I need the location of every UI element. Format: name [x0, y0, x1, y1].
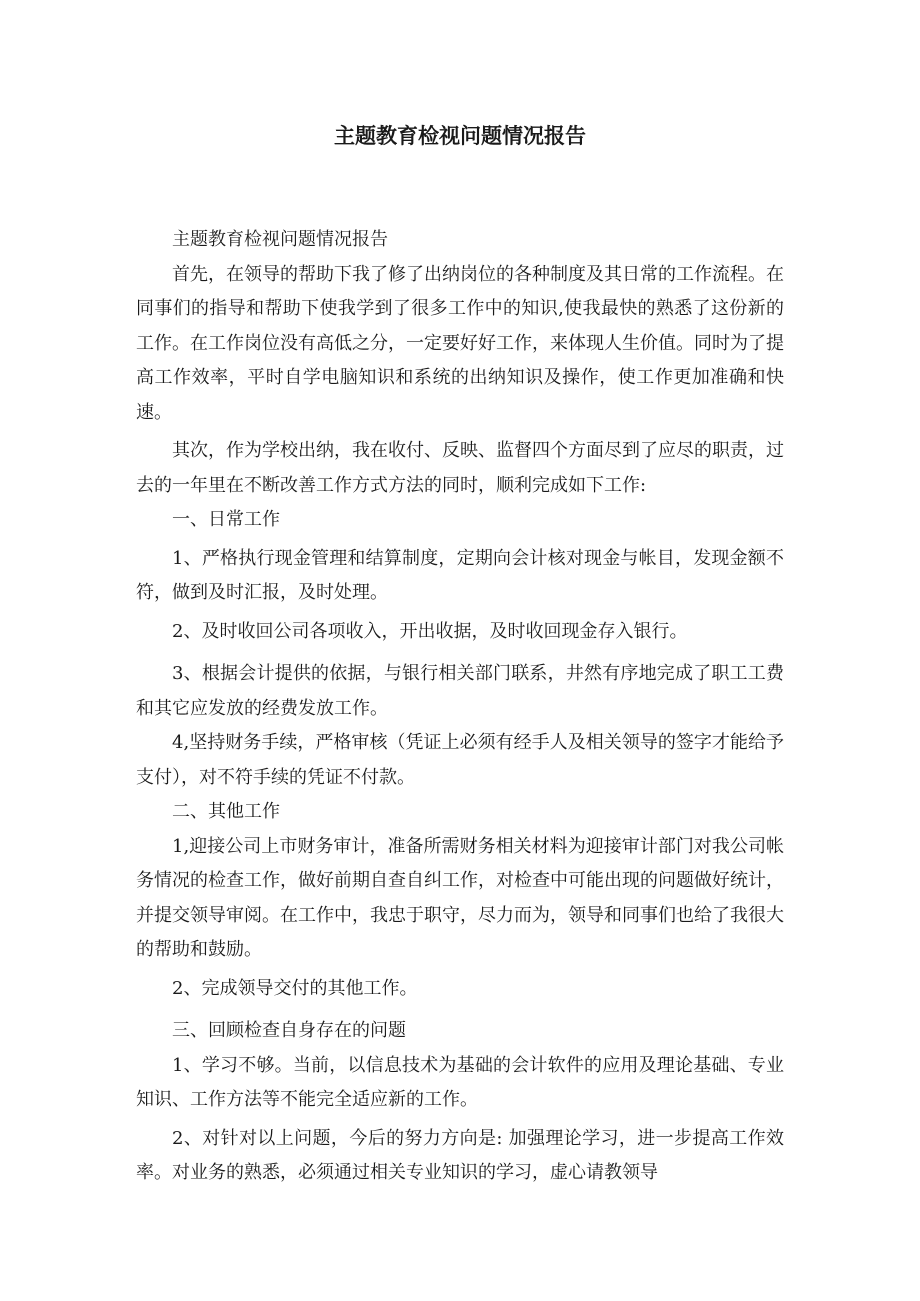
section-heading-problems: 三、回顾检查自身存在的问题	[172, 1020, 406, 1041]
document-title: 主题教育检视问题情况报告	[334, 124, 586, 148]
paragraph-second: 其次，作为学校出纳，我在收付、反映、监督四个方面尽到了应尽的职责，过去的一年里在不断改善工作方式方法的同时，顺利完成如下工作:	[136, 440, 784, 496]
section-heading-daily-work: 一、日常工作	[172, 509, 280, 530]
paragraph-intro: 首先，在领导的帮助下我了修了出纳岗位的各种制度及其日常的工作流程。在同事们的指导和帮助下使我学到了很多工作中的知识,使我最快的熟悉了这份新的工作。在工作岗位没有高低之分，一定要好好工作，来体现人生价值。同时为了提高工作效率，平时自学电脑知识和系统的出纳知识及操作，使工作更加准确和快速。	[136, 263, 784, 423]
list-item-daily-3: 3、根据会计提供的依据，与银行相关部门联系，井然有序地完成了职工工费和其它应发放的经费发放工作。	[136, 663, 784, 719]
section-heading-other-work: 二、其他工作	[172, 801, 280, 822]
list-item-problems-1: 1、学习不够。当前，以信息技术为基础的会计软件的应用及理论基础、专业知识、工作方法等不能完全适应新的工作。	[136, 1054, 784, 1110]
list-item-daily-2: 2、及时收回公司各项收入，开出收据，及时收回现金存入银行。	[172, 620, 688, 642]
document-body	[136, 223, 784, 1191]
list-item-daily-4: 4,坚持财务手续，严格审核（凭证上必须有经手人及相关领导的签字才能给予支付），对不符手续的凭证不付款。	[136, 732, 784, 788]
list-item-other-1: 1,迎接公司上市财务审计，准备所需财务相关材料为迎接审计部门对我公司帐务情况的检查工作，做好前期自查自纠工作，对检查中可能出现的问题做好统计，并提交领导审阅。在工作中，我忠于职守，尽力而为，领导和同事们也给了我很大的帮助和鼓励。	[136, 835, 784, 960]
list-item-daily-1: 1、严格执行现金管理和结算制度，定期向会计核对现金与帐目，发现金额不符，做到及时汇报，及时处理。	[136, 547, 784, 603]
body-heading: 主题教育检视问题情况报告	[172, 229, 388, 250]
list-item-problems-2: 2、对针对以上问题，今后的努力方向是: 加强理论学习，进一步提高工作效率。对业务的熟悉，必须通过相关专业知识的学习，虚心请教领导	[136, 1127, 784, 1183]
list-item-other-2: 2、完成领导交付的其他工作。	[172, 977, 418, 999]
